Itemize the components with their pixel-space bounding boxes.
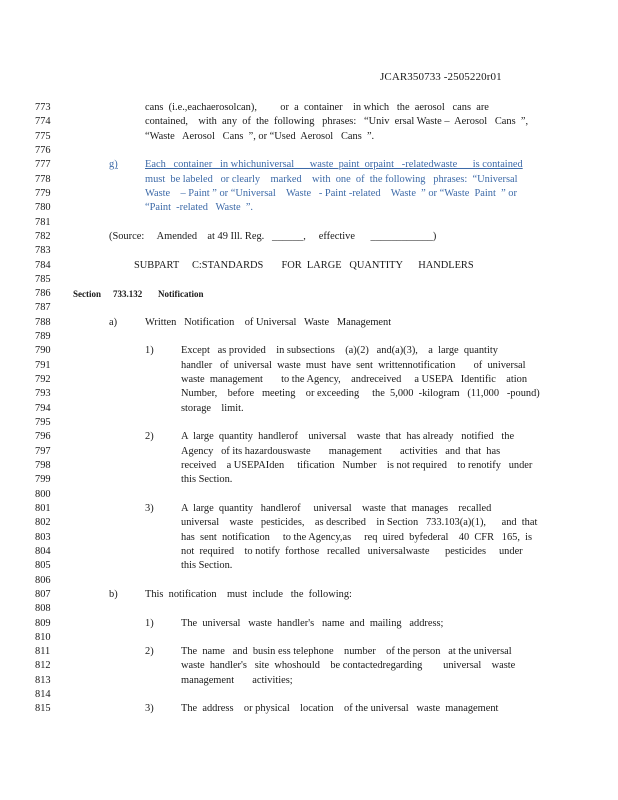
text-line — [0, 645, 618, 659]
text-line — [0, 130, 618, 144]
text-line — [0, 273, 618, 287]
line-text: this Section. — [181, 474, 233, 486]
text-line — [0, 259, 618, 273]
text-line — [0, 617, 618, 631]
text-line — [0, 330, 618, 344]
line-text: Each container in whichuniversal waste paint orpaint -relatedwaste is contained — [145, 159, 523, 171]
line-number: 791 — [35, 359, 51, 371]
line-text: has sent notification to the Agency,as req uired byfederal 40 CFR 165, is — [181, 531, 533, 543]
text-line — [0, 516, 618, 530]
line-number: 784 — [35, 259, 51, 271]
line-text: universal waste pesticides, as described in Section 733.103(a)(1), and that — [181, 517, 538, 529]
line-number: 785 — [35, 273, 51, 285]
line-text: The name and busin ess telephone number of the person at the universal — [181, 646, 512, 658]
text-line — [0, 702, 618, 716]
text-line — [0, 445, 618, 459]
text-line — [0, 459, 618, 473]
line-text: Notification — [158, 289, 204, 300]
line-text: (Source: Amended at 49 Ill. Reg. ______, effective ____________) — [109, 230, 437, 242]
line-text: 3) — [145, 703, 154, 715]
line-number: 805 — [35, 560, 51, 572]
line-text: contained, with any of the following phrases: “Univ ersal Waste – Aerosol Cans ”, — [145, 116, 529, 128]
text-line — [0, 688, 618, 702]
line-text: 2) — [145, 646, 154, 658]
line-number: 774 — [35, 116, 51, 128]
line-text: Agency of its hazardouswaste management activities and that has — [181, 445, 501, 457]
text-line — [0, 488, 618, 502]
line-number: 783 — [35, 245, 51, 257]
line-number: 781 — [35, 216, 51, 228]
line-text: cans (i.e.,eachaerosolcan), or a container in which the aerosol cans are — [145, 102, 489, 113]
line-text: A large quantity handlerof universal waste that has already notified the — [181, 431, 515, 443]
text-line — [0, 216, 618, 230]
line-text: b) — [109, 588, 118, 600]
line-number: 803 — [35, 531, 51, 543]
line-number: 815 — [35, 703, 51, 715]
text-line — [0, 287, 618, 301]
text-line — [0, 416, 618, 430]
line-number: 790 — [35, 345, 51, 357]
line-number: 798 — [35, 460, 51, 471]
text-line — [0, 545, 618, 559]
text-line — [0, 674, 618, 688]
line-text: The universal waste handler's name and mailing address; — [181, 617, 444, 629]
line-text: Except as provided in subsections (a)(2) and(a)(3), a large quantity — [181, 345, 498, 357]
line-text: storage limit. — [181, 402, 244, 414]
text-line — [0, 373, 618, 387]
line-number: 801 — [35, 502, 51, 514]
line-text: The address or physical location of the universal waste management — [181, 703, 499, 715]
line-number: 799 — [35, 474, 51, 486]
line-text: This notification must include the following: — [145, 588, 352, 600]
text-line — [0, 574, 618, 588]
line-number: 806 — [35, 574, 51, 586]
line-number: 787 — [35, 302, 51, 314]
text-line — [0, 316, 618, 330]
line-number: 782 — [35, 230, 51, 242]
line-number: 797 — [35, 445, 51, 457]
line-text: Number, before meeting or exceeding the 5,000 -kilogram (11,000 -pound) — [181, 388, 540, 400]
line-text: “Waste Aerosol Cans ”, or “Used Aerosol Cans ”. — [145, 130, 375, 142]
text-line — [0, 631, 618, 645]
text-line — [0, 344, 618, 358]
line-number: 779 — [35, 187, 51, 199]
text-line — [0, 187, 618, 201]
text-line — [0, 559, 618, 573]
line-number: 814 — [35, 689, 51, 701]
line-number: 795 — [35, 417, 51, 429]
line-number: 775 — [35, 130, 51, 142]
text-line — [0, 588, 618, 602]
text-line — [0, 602, 618, 616]
line-text: Section — [73, 289, 101, 300]
text-line — [0, 244, 618, 258]
line-number: 776 — [35, 144, 51, 156]
line-number: 809 — [35, 617, 51, 629]
text-line — [0, 201, 618, 215]
line-number: 773 — [35, 102, 51, 113]
text-line — [0, 659, 618, 673]
line-number: 804 — [35, 545, 51, 557]
text-line — [0, 531, 618, 545]
line-text: not required to notify forthose recalled universalwaste pesticides under — [181, 545, 523, 557]
text-line — [0, 359, 618, 373]
line-number: 807 — [35, 588, 51, 600]
line-text: A large quantity handlerof universal waste that manages recalled — [181, 502, 492, 514]
line-number: 812 — [35, 660, 51, 672]
line-number: 788 — [35, 316, 51, 328]
text-line — [0, 101, 618, 115]
line-number: 802 — [35, 517, 51, 529]
line-number: 796 — [35, 431, 51, 443]
line-text: Written Notification of Universal Waste Management — [145, 316, 392, 328]
text-line — [0, 173, 618, 187]
line-number: 811 — [35, 646, 51, 658]
line-number: 777 — [35, 159, 51, 171]
text-line — [0, 502, 618, 516]
line-text: Waste – Paint ” or “Universal Waste - Paint -related Waste ” or “Waste Paint ” or — [145, 187, 517, 199]
line-number: 786 — [35, 288, 51, 300]
text-line — [0, 402, 618, 416]
line-text: 1) — [145, 345, 154, 357]
line-text: management activities; — [181, 674, 293, 686]
text-line — [0, 301, 618, 315]
line-text: waste management to the Agency, andreceived a USEPA Identific ation — [181, 374, 528, 386]
line-text: 3) — [145, 502, 154, 514]
line-number: 808 — [35, 603, 51, 615]
line-number: 780 — [35, 202, 51, 214]
text-line — [0, 115, 618, 129]
text-line — [0, 144, 618, 158]
line-number: 794 — [35, 402, 51, 414]
line-number: 800 — [35, 488, 51, 500]
text-line — [0, 158, 618, 172]
line-text: 1) — [145, 617, 154, 629]
line-number: 810 — [35, 631, 51, 643]
line-number: 789 — [35, 331, 51, 343]
line-number: 778 — [35, 173, 51, 185]
line-text: handler of universal waste must have sent writtennotification of universal — [181, 359, 526, 371]
text-line — [0, 230, 618, 244]
line-text: waste handler's site whoshould be contactedregarding universal waste — [181, 660, 516, 672]
text-line — [0, 430, 618, 444]
line-text: must be labeled or clearly marked with one of the following phrases: “Universal — [145, 173, 518, 185]
line-number: 792 — [35, 374, 51, 386]
line-number: 813 — [35, 674, 51, 686]
line-text: “Paint -related Waste ”. — [145, 202, 254, 214]
text-line — [0, 473, 618, 487]
text-line — [0, 387, 618, 401]
line-text: a) — [109, 316, 118, 328]
line-number: 793 — [35, 388, 51, 400]
line-text: 733.132 — [113, 289, 143, 300]
line-text: this Section. — [181, 560, 233, 572]
line-text: 2) — [145, 431, 154, 443]
line-text: SUBPART C:STANDARDS FOR LARGE QUANTITY HANDLERS — [134, 259, 474, 271]
line-text: received a USEPAIden tification Number is not required to renotify under — [181, 460, 533, 471]
document-id-header: JCAR350733 -2505220r01 — [380, 71, 502, 83]
line-text: g) — [109, 159, 118, 171]
